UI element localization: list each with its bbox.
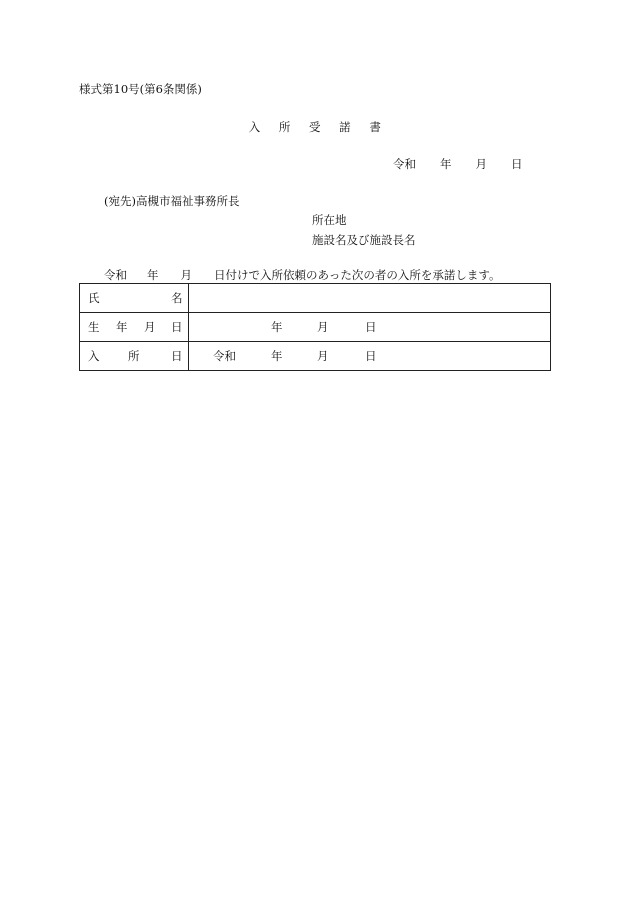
addressee: (宛先)高槻市福祉事務所長 — [104, 194, 240, 208]
body-text — [104, 267, 500, 283]
value-part: 年 — [271, 320, 283, 334]
body-month: 月 — [180, 268, 192, 282]
admission-label-cell — [80, 342, 189, 371]
label-part: 入 — [88, 349, 100, 363]
issue-date — [393, 156, 523, 172]
value-part: 令和 — [213, 349, 236, 363]
label-part: 所 — [128, 349, 140, 363]
value-part: 月 — [317, 320, 329, 334]
body-era: 令和 — [104, 268, 127, 282]
location-label: 所在地 — [312, 213, 347, 227]
date-month: 月 — [475, 157, 487, 171]
body-rest: 日付けで入所依頼のあった次の者の入所を承諾します。 — [214, 268, 501, 282]
name-value-cell — [189, 284, 551, 313]
label-part: 生 — [88, 320, 100, 334]
label-part: 月 — [144, 320, 156, 334]
value-part: 月 — [317, 349, 329, 363]
date-era: 令和 — [393, 157, 416, 171]
label-part: 日 — [171, 349, 183, 363]
table-row — [80, 284, 551, 313]
title-char: 受 — [309, 120, 321, 134]
info-table — [79, 283, 551, 371]
body-year: 年 — [147, 268, 159, 282]
admission-value-cell — [189, 342, 551, 371]
form-number: 様式第10号(第6条関係) — [79, 82, 202, 96]
title-char: 所 — [278, 120, 291, 134]
birthdate-value-cell — [189, 313, 551, 342]
value-part: 日 — [365, 320, 377, 334]
document-title — [0, 119, 630, 135]
title-char: 書 — [369, 120, 382, 134]
facility-label: 施設名及び施設長名 — [312, 233, 416, 247]
value-part: 日 — [365, 349, 377, 363]
label-part: 年 — [116, 320, 128, 334]
date-day: 日 — [511, 157, 523, 171]
label-part: 日 — [171, 320, 183, 334]
label-part: 名 — [171, 291, 183, 305]
table-row — [80, 313, 551, 342]
name-label-cell — [80, 284, 189, 313]
table-row — [80, 342, 551, 371]
title-char: 入 — [248, 120, 261, 134]
birthdate-label-cell — [80, 313, 189, 342]
value-part: 年 — [271, 349, 283, 363]
title-char: 諾 — [339, 120, 352, 134]
date-year: 年 — [440, 157, 452, 171]
label-part: 氏 — [88, 291, 100, 305]
